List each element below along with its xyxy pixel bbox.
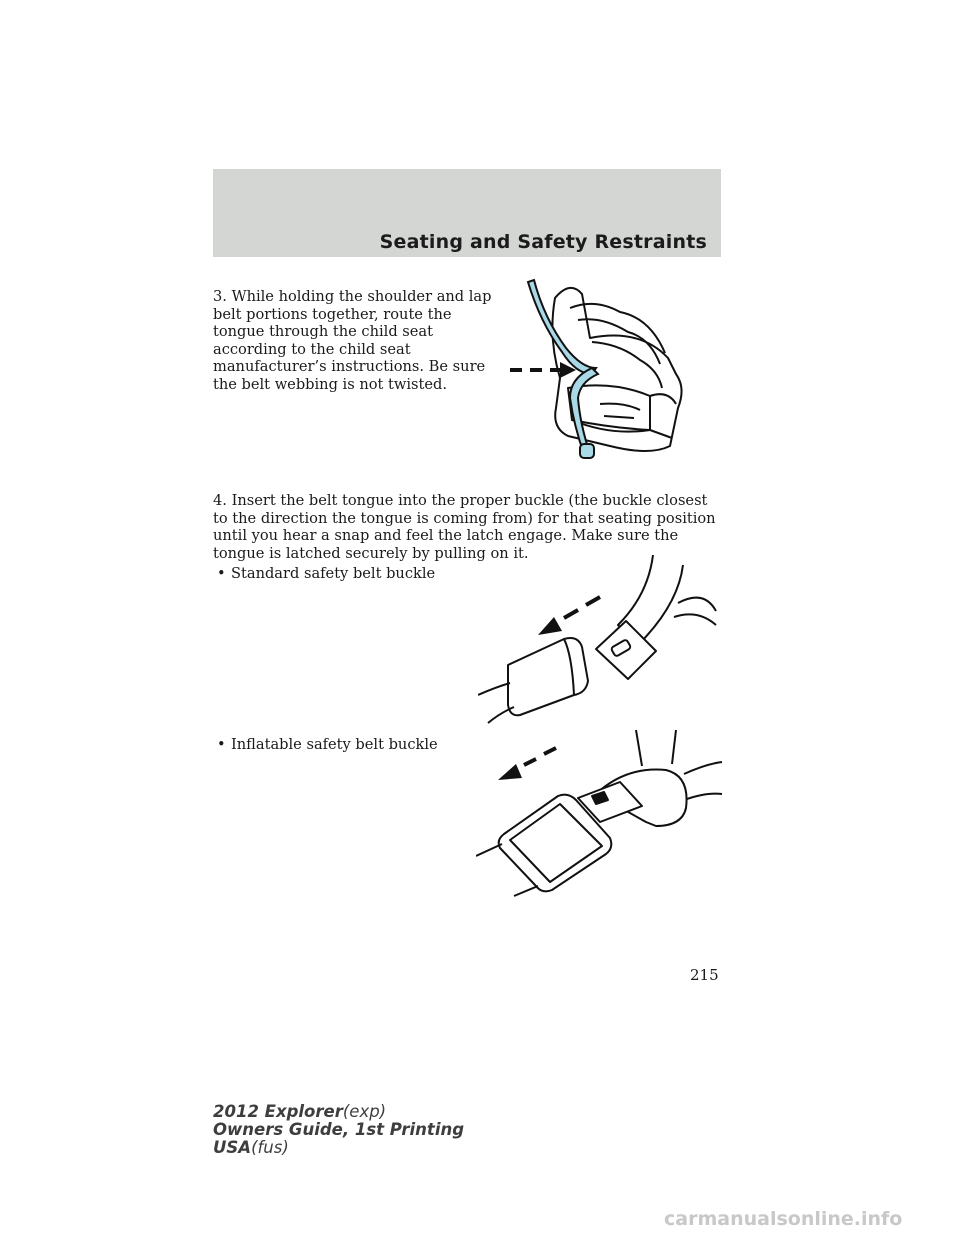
standard-buckle-illustration (478, 555, 723, 725)
footer-model-code: (exp) (342, 1102, 387, 1121)
step-3-text: 3. While holding the shoulder and lap belt portions together, route the tongue through the child seat according to the child seat manufacturer’s instructions. Be sure the belt webbing is not twisted. (213, 288, 492, 393)
page-number: 215 (690, 966, 719, 984)
footer-guide: Owners Guide, 1st Printing (213, 1120, 465, 1139)
inflatable-buckle-illustration (476, 726, 723, 901)
child-seat-belt-illustration (500, 278, 700, 468)
footer-model: 2012 Explorer (213, 1102, 343, 1121)
footer-market-code: (fus) (251, 1138, 289, 1157)
bullet-inflatable-buckle: • Inflatable safety belt buckle (217, 736, 438, 753)
section-header-band (213, 169, 721, 257)
bullet-label: Inflatable safety belt buckle (231, 736, 438, 753)
watermark: carmanualsonline.info (664, 1208, 903, 1230)
bullet-label: Standard safety belt buckle (231, 565, 436, 582)
edition-footer (213, 1103, 464, 1157)
step-4-text: 4. Insert the belt tongue into the proper buckle (the buckle closest to the direction the tongue is coming from) for that seating position until you hear a snap and feel the latch engage. Make sure the tongue is latched securely by pulling on it. (213, 492, 716, 562)
footer-market: USA (213, 1138, 252, 1157)
bullet-standard-buckle: • Standard safety belt buckle (217, 565, 436, 582)
section-title: Seating and Safety Restraints (379, 231, 707, 253)
